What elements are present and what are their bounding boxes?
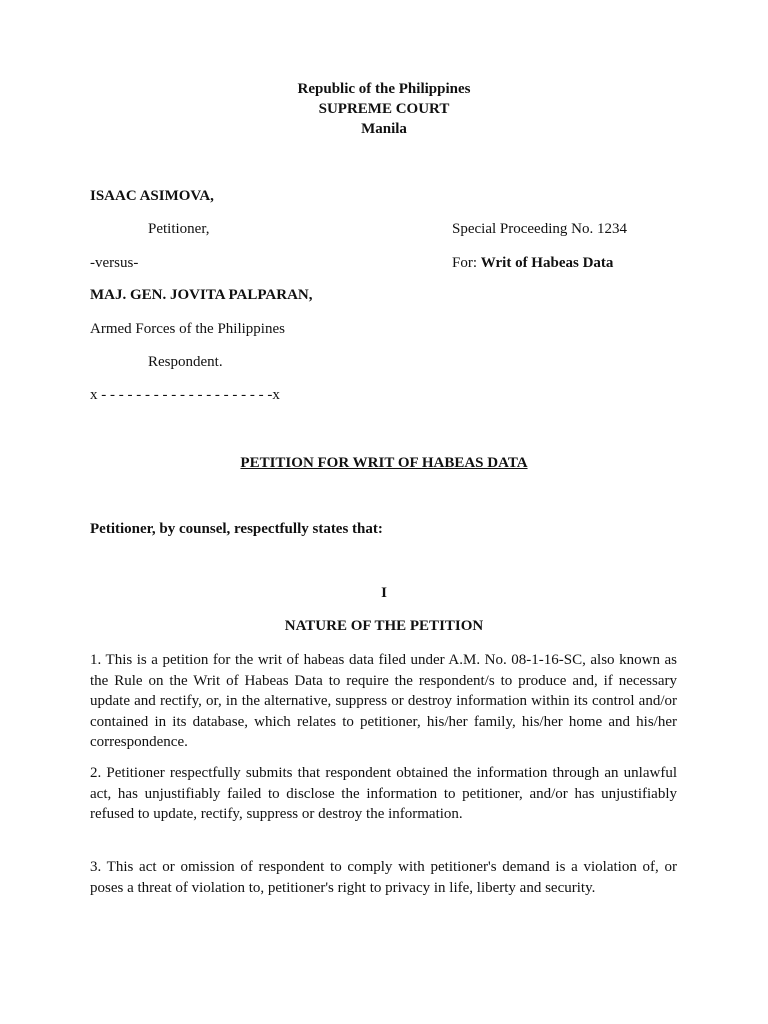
petitioner-name: ISAAC ASIMOVA, bbox=[90, 188, 214, 204]
section-title: NATURE OF THE PETITION bbox=[284, 618, 484, 634]
case-number: Special Proceeding No. 1234 bbox=[452, 221, 627, 237]
document-title: PETITION FOR WRIT OF HABEAS DATA bbox=[240, 455, 528, 471]
respondent-name: MAJ. GEN. JOVITA PALPARAN, bbox=[90, 287, 313, 303]
court-header bbox=[0, 79, 768, 139]
paragraph-1: 1. This is a petition for the writ of habeas data filed under A.M. No. 08-1-16-SC, also known as the Rule on the Writ of Habeas Data to require the respondent/s to produce and, if necessary update and rectify, or, in the alternative, suppress or destroy information within its control and/or contained in its database, which relates to petitioner, his/her family, his/her home and his/her correspondence. bbox=[90, 652, 677, 750]
case-for bbox=[452, 254, 613, 272]
case-for-title: Writ of Habeas Data bbox=[480, 255, 614, 271]
intro-statement: Petitioner, by counsel, respectfully states that: bbox=[90, 521, 383, 537]
respondent-role: Respondent. bbox=[148, 354, 223, 370]
section-number: I bbox=[381, 585, 387, 601]
header-court: SUPREME COURT bbox=[318, 101, 450, 117]
petitioner-role: Petitioner, bbox=[148, 221, 210, 237]
paragraph-2: 2. Petitioner respectfully submits that respondent obtained the information through an unlawful act, has unjustifiably failed to disclose the information to petitioner, and/or has unjustifiably refused to update, rectify, suppress or destroy the information. bbox=[90, 765, 677, 822]
case-for-prefix: For: bbox=[452, 255, 481, 271]
respondent-organization: Armed Forces of the Philippines bbox=[90, 321, 285, 337]
caption-separator: x - - - - - - - - - - - - - - - - - - - -x bbox=[90, 387, 280, 403]
paragraph-3: 3. This act or omission of respondent to comply with petitioner's demand is a violation of, or poses a threat of violation to, petitioner's right to privacy in life, liberty and security. bbox=[90, 859, 677, 896]
header-republic: Republic of the Philippines bbox=[297, 81, 471, 97]
versus-label: -versus- bbox=[90, 255, 139, 271]
header-city: Manila bbox=[361, 121, 407, 137]
